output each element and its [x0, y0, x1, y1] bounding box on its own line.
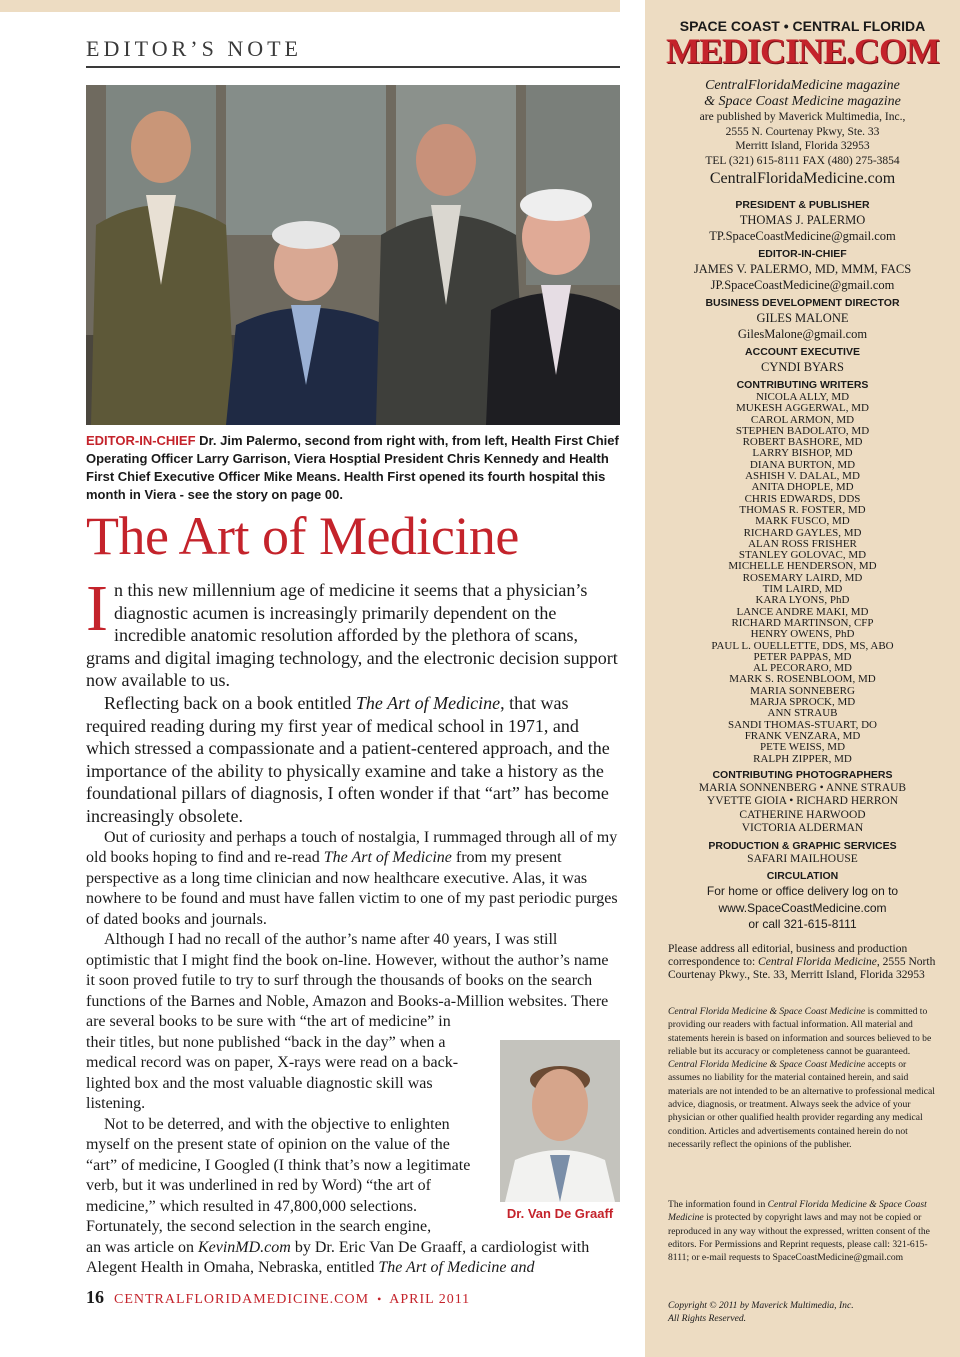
writer-name: ROBERT BASHORE, MD — [742, 436, 863, 449]
writer-name: TIM LAIRD, MD — [762, 583, 843, 596]
name-editor-in-chief: JAMES V. PALERMO, MD, MMM, FACS — [693, 262, 912, 276]
writer-name: MUKESH AGGERWAL, MD — [736, 402, 869, 415]
writer-name: PETER PAPPAS, MD — [753, 650, 852, 663]
writer-name: THOMAS R. FOSTER, MD — [739, 503, 866, 516]
writer-name: MARIA SONNEBERG — [750, 684, 855, 697]
writer-name: MARK S. ROSENBLOOM, MD — [729, 673, 876, 686]
address-line-2: Merritt Island, Florida 32953 — [735, 140, 870, 152]
writer-name: ALAN ROSS FRISHER — [748, 537, 857, 550]
paragraph-4-continued: their titles, but none published “back in the day” when a medical record was on paper, X-rays were read on a back-lighted box and the most valuable diagnostic skill was listening. — [86, 1033, 459, 1113]
correspondence-note: Please address all editorial, business and production correspondence to: Central Florida Medicine, 2555 North Courtenay Pkwy., Ste. 33, Merritt Island, Florida 32953 — [668, 943, 936, 981]
role-business-development: BUSINESS DEVELOPMENT DIRECTOR — [705, 297, 900, 309]
portrait-caption: Dr. Van De Graaff — [506, 1206, 614, 1221]
caption-text: Dr. Jim Palermo, second from right with, from left, Health First Chief Operating Officer Larry Garrison, Viera Hosptial President Chris Kennedy and Health First Chief Executive Officer Mike Means. Health First opened its fourth hospital this month in Viera - see the story on page 00. — [86, 433, 619, 502]
section-label: EDITOR’S NOTE — [86, 36, 302, 61]
email-business-development: GilesMalone@gmail.com — [737, 327, 868, 341]
website: CentralFloridaMedicine.com — [709, 170, 896, 187]
masthead-sidebar — [645, 0, 960, 1357]
role-account-executive: ACCOUNT EXECUTIVE — [745, 346, 860, 358]
paragraph-5: Not to be deterred, and with the objective to enlighten myself on the present state of opinion on the value of the “art” of medicine, I Googled (I think that’s now a legitimate verb, but it was underlined in red by Word) “the art of medicine,” which resulted in 47,800,000 selections. Fortunately, the second selection in the search engine, — [86, 1115, 471, 1236]
writer-name: HENRY OWENS, PhD — [750, 628, 855, 641]
role-production: PRODUCTION & GRAPHIC SERVICES — [708, 839, 897, 852]
masthead-region: SPACE COAST • CENTRAL FLORIDA — [679, 18, 926, 34]
portrait-photo — [500, 1040, 620, 1202]
paragraph-2: Reflecting back on a book entitled The Art of Medicine, that was required reading during my first year of medical school in 1971, and which stressed a compassionate and a patient-centered approach, and the importance of the ability to physically examine and take a history as the foundational pillars of diagnosis, I often wonder if that “art” has become increasingly obsolete. — [86, 692, 610, 826]
writers-list — [645, 392, 960, 765]
top-strip — [0, 0, 645, 12]
writer-name: RALPH ZIPPER, MD — [753, 752, 852, 765]
page-number: 16 — [86, 1287, 104, 1307]
footer-issue: APRIL 2011 — [389, 1292, 471, 1307]
writer-name: ANITA DHOPLE, MD — [751, 481, 854, 494]
writer-name: SANDI THOMAS-STUART, DO — [728, 718, 877, 731]
writer-name: STEPHEN BADOLATO, MD — [735, 424, 870, 437]
circulation-line-1: For home or office delivery log on to — [706, 884, 899, 899]
publisher-info — [645, 78, 960, 189]
email-president: TP.SpaceCoastMedicine@gmail.com — [709, 229, 896, 243]
footer-site: CENTRALFLORIDAMEDICINE.COM — [114, 1292, 370, 1307]
writer-name: STANLEY GOLOVAC, MD — [738, 549, 867, 562]
name-business-development: GILES MALONE — [756, 311, 849, 325]
paragraph-1: In this new millennium age of medicine it seems that a physician’s diagnostic acumen is increasingly primarily dependent on the incredible anatomic resolution afforded by the plethora of scans, grams and digital imaging technology, and the electronic decision support now available to us. — [86, 572, 618, 691]
magazine-name-2: & Space Coast Medicine magazine — [704, 94, 901, 109]
writer-name: DIANA BURTON, MD — [749, 458, 856, 471]
writer-name: AL PECORARO, MD — [753, 662, 852, 675]
email-editor-in-chief: JP.SpaceCoastMedicine@gmail.com — [710, 278, 895, 292]
writer-name: ROSEMARY LAIRD, MD — [742, 571, 863, 584]
photographers-line-1: MARIA SONNENBERG • ANNE STRAUB — [698, 781, 907, 794]
circulation-website-link[interactable]: www.SpaceCoastMedicine.com — [718, 900, 887, 915]
writer-name: LARRY BISHOP, MD — [752, 447, 853, 460]
role-editor-in-chief: EDITOR-IN-CHIEF — [758, 248, 847, 260]
copyright-line: Copyright © 2011 by Maverick Multimedia, Inc. All Rights Reserved. — [668, 1300, 854, 1324]
paragraph-6: an was article on KevinMD.com by Dr. Eric Van De Graaff, a cardiologist with Alegent Health in Omaha, Nebraska, entitled The Art of Medicine and — [86, 1238, 590, 1277]
role-contributing-writers: CONTRIBUTING WRITERS — [736, 379, 869, 391]
name-account-executive: CYNDI BYARS — [760, 360, 844, 374]
paragraph-3: Out of curiosity and perhaps a touch of nostalgia, I rummaged through all of my old books hoping to find and re-read The Art of Medicine from my present perspective as a long time clinician and now healthcare executive. Alas, it was nowhere to be found and must have fallen victim to one of my past periodic purges of dated books and journals. — [86, 828, 618, 928]
published-by: are published by Maverick Multimedia, Inc., — [699, 111, 906, 123]
writer-name: ASHISH V. DALAL, MD — [745, 470, 860, 483]
masthead-logo: MEDICINE.COM — [666, 31, 939, 71]
article-title: The Art of Medicine — [86, 506, 519, 566]
writer-name: MARJA SPROCK, MD — [749, 696, 856, 709]
column-gutter — [620, 0, 645, 1357]
group-photo — [86, 85, 620, 425]
role-circulation: CIRCULATION — [766, 870, 839, 883]
writer-name: LANCE ANDRE MAKI, MD — [736, 605, 869, 618]
section-rule — [86, 66, 620, 68]
photographers-line-2: YVETTE GIOIA • RICHARD HERRON — [706, 795, 899, 808]
writer-name: MICHELLE HENDERSON, MD — [728, 560, 877, 573]
paragraph-4: Although I had no recall of the author’s name after 40 years, I was still optimistic that I might find the book on-line. However, without the author’s name it soon proved futile to try to surf through the thousands of books on the search functions of the Barnes and Noble, Amazon and Books-a-Million websites. There are several books to be sure with “the art of medicine” in — [86, 931, 609, 1031]
name-president: THOMAS J. PALERMO — [739, 213, 866, 227]
photographers-line-3: CATHERINE HARWOOD — [739, 808, 866, 821]
writer-name: CAROL ARMON, MD — [750, 413, 855, 426]
writer-name: RICHARD GAYLES, MD — [743, 526, 862, 539]
writer-name: PETE WEISS, MD — [759, 741, 846, 754]
role-president: PRESIDENT & PUBLISHER — [735, 199, 870, 211]
role-contributing-photographers: CONTRIBUTING PHOTOGRAPHERS — [712, 768, 893, 781]
writer-name: RICHARD MARTINSON, CFP — [731, 616, 874, 629]
disclaimer: Central Florida Medicine & Space Coast Medicine is committed to providing our readers with factual information. All material and statements herein is based on information and sources believed to be reliable but its accuracy or completeness cannot be guaranteed. Central Florida Medicine & Space Coast Medicine accepts or assumes no liability for the material contained herein, and said materials are not intended to be an alternative to professional medical advice, diagnosis, or treatment. Always seek the advice of your physician or other qualified health provider regarding any medical condition. Articles and advertisements contained herein do not necessarily reflect the opinions of the publisher. — [668, 1006, 935, 1150]
phone-fax: TEL (321) 615-8111 FAX (480) 275-3854 — [705, 154, 900, 167]
writer-name: PAUL L. OUELLETTE, DDS, MS, ABO — [711, 639, 894, 652]
magazine-name-1: CentralFloridaMedicine magazine — [705, 78, 900, 93]
writer-name: MARK FUSCO, MD — [755, 515, 850, 528]
circulation-phone: or call 321-615-8111 — [748, 917, 857, 932]
caption-lead: EDITOR-IN-CHIEF — [86, 433, 196, 448]
drop-cap: I — [86, 572, 108, 645]
photo-caption — [86, 432, 620, 504]
writer-name: KARA LYONS, PhD — [755, 594, 850, 607]
staff-list — [645, 198, 960, 933]
writer-name: NICOLA ALLY, MD — [755, 391, 850, 403]
writer-name: CHRIS EDWARDS, DDS — [744, 492, 861, 505]
name-production: SAFARI MAILHOUSE — [747, 852, 858, 865]
photographers-line-4: VICTORIA ALDERMAN — [741, 822, 864, 835]
footer-separator: • — [377, 1292, 382, 1306]
writer-name: ANN STRAUB — [767, 707, 838, 720]
writer-name: FRANK VENZARA, MD — [744, 729, 861, 742]
page-footer — [86, 1287, 470, 1308]
address-line-1: 2555 N. Courtenay Pkwy, Ste. 33 — [725, 125, 880, 138]
copyright-notice: The information found in Central Florida Medicine & Space Coast Medicine is protected by copyright laws and may not be copied or reproduced in any way without the expressed, written consent of the editors. For Permissions and Reprint requests, please call: 321-615-8111; or e-mail requests to SpaceCoastMedicine@gmail.com — [668, 1199, 930, 1264]
